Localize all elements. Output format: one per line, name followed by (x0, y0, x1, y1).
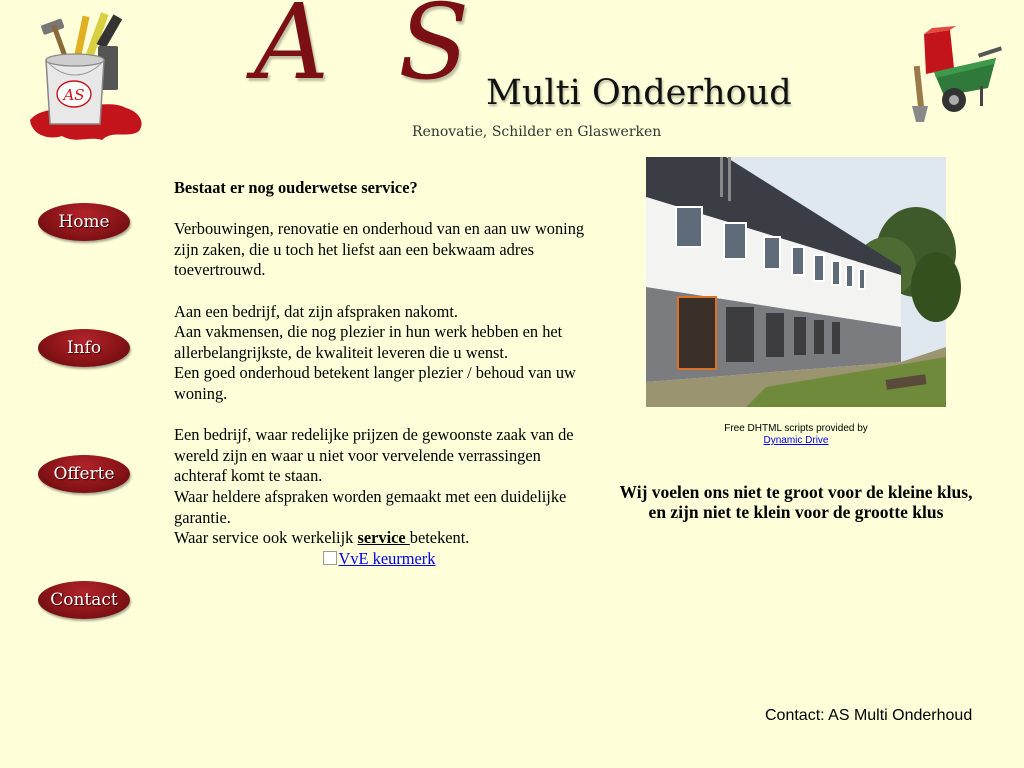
service-link[interactable]: service (357, 528, 410, 548)
dynamic-drive-link[interactable]: Dynamic Drive (763, 435, 829, 446)
nav-offerte-button[interactable] (38, 455, 130, 493)
house-row-photo (646, 157, 946, 407)
title-monogram: A S (254, 0, 488, 103)
bucket-monogram: AS (63, 86, 85, 104)
dhtml-credit (646, 423, 946, 447)
content-paragraph-2-line-3: Een goed onderhoud betekent langer plezier / behoud van uw woning. (174, 363, 576, 403)
content-heading: Bestaat er nog ouderwetse service? (174, 178, 418, 197)
nav-contact-label: Contact (50, 590, 118, 610)
slogan-line-2: en zijn niet te klein voor de grootte klus (648, 502, 944, 522)
vve-keurmerk-link[interactable] (174, 549, 584, 570)
content-paragraph-1: Verbouwingen, renovatie en onderhoud van en aan uw woning zijn zaken, die u toch het liefst aan een bekwaam adres toevertrouwd. (174, 219, 585, 280)
content-paragraph-3-line-3 (174, 528, 594, 549)
service-text-pre: Waar service ook werkelijk (174, 528, 358, 548)
nav-info-button[interactable] (38, 329, 130, 367)
content-paragraph-2-line-2: Aan vakmensen, die nog plezier in hun werk hebben en het allerbelangrijkste, de kwaliteit leveren die u wenst. (174, 322, 563, 362)
title-company-name: Multi Onderhoud (486, 73, 792, 113)
contact-ticker (765, 705, 973, 727)
paint-bucket-tools-icon (22, 8, 148, 144)
vve-keurmerk-alt: VvE keurmerk (338, 548, 436, 568)
title-subtitle: Renovatie, Schilder en Glaswerken (412, 124, 662, 140)
slogan (596, 482, 996, 522)
content-paragraph-3-line-2: Waar heldere afspraken worden gemaakt met een duidelijke garantie. (174, 486, 567, 527)
nav-home-label: Home (58, 212, 110, 232)
service-text-post: betekent. (409, 528, 470, 548)
contact-ticker-text: Contact: AS Multi Onderhoud (765, 707, 973, 724)
nav-contact-button[interactable] (38, 581, 130, 619)
main-content (174, 178, 594, 569)
credit-text: Free DHTML scripts provided by (724, 423, 868, 434)
content-paragraph-2-line-1: Aan een bedrijf, dat zijn afspraken nakomt. (174, 301, 458, 321)
broken-image-icon (323, 551, 337, 565)
nav-info-label: Info (66, 338, 102, 358)
slogan-line-1: Wij voelen ons niet te groot voor de kleine klus, (619, 482, 973, 502)
nav-offerte-label: Offerte (53, 464, 115, 484)
content-paragraph-3-line-1: Een bedrijf, waar redelijke prijzen de gewoonste zaak van de wereld zijn en waar u niet voor vervelende verrassingen achteraf komt te staan. (174, 425, 574, 486)
nav-home-button[interactable] (38, 203, 130, 241)
site-title (250, 0, 810, 150)
wheelbarrow-icon (910, 28, 1002, 124)
